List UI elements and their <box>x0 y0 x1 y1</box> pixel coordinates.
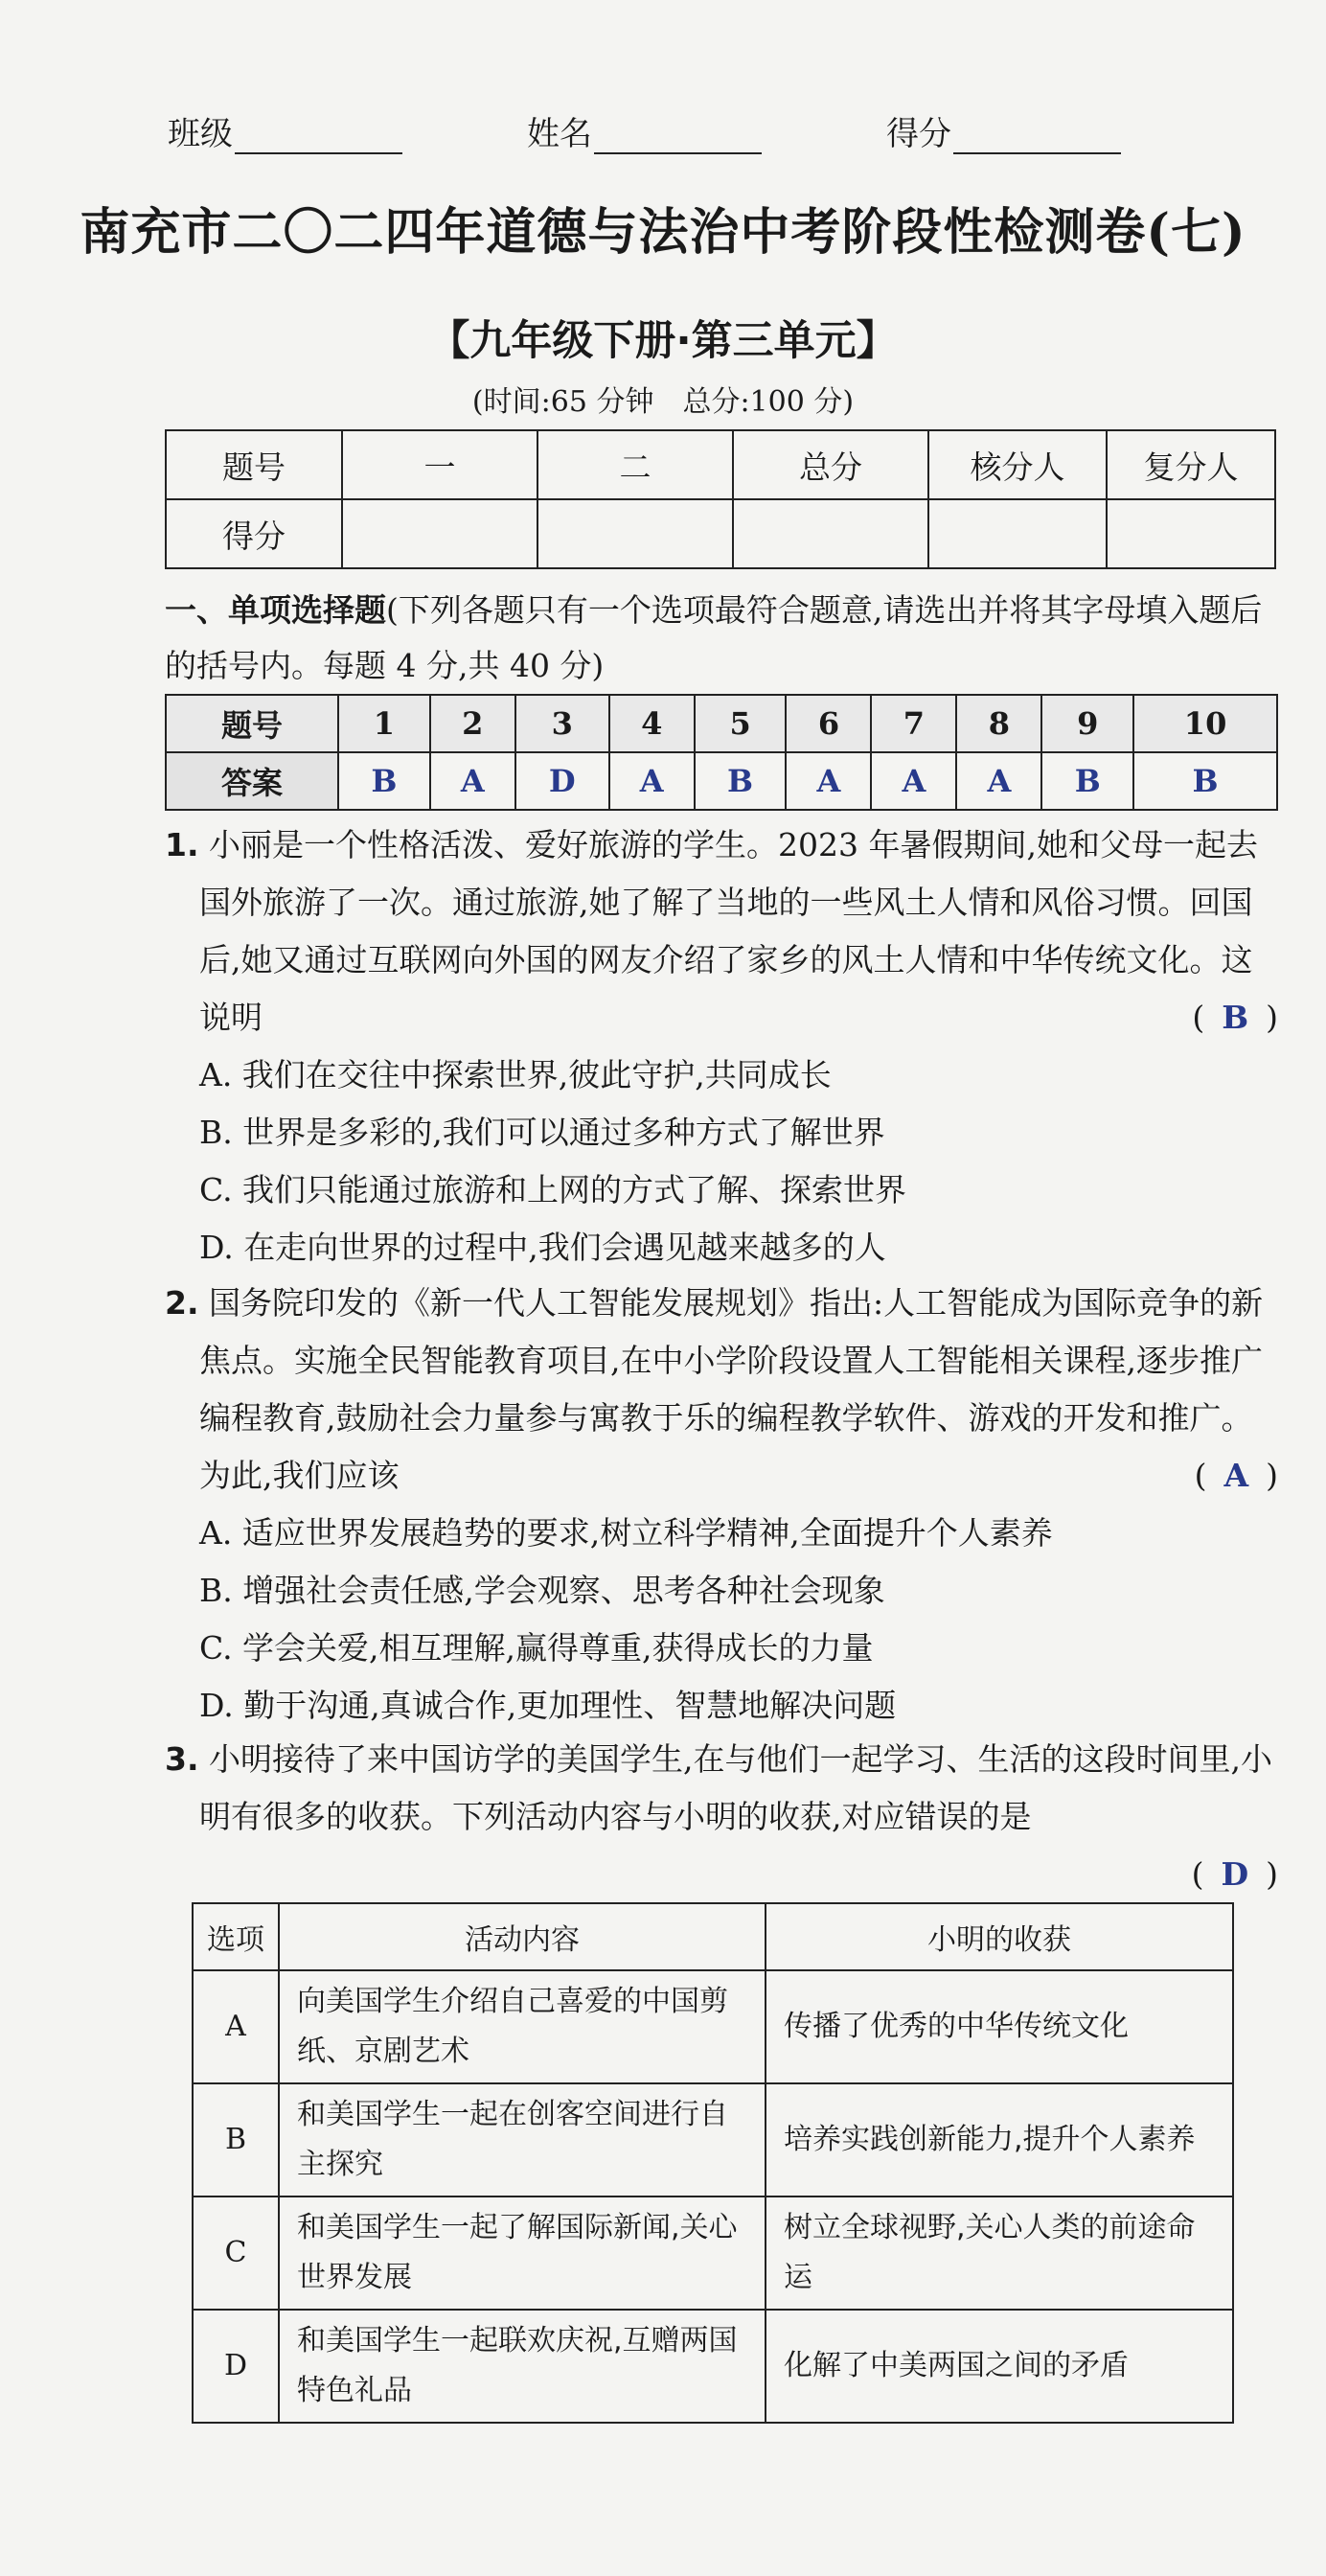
answer-bracket-row <box>165 1846 1278 1903</box>
q3-option: C <box>193 2196 279 2310</box>
score-blank[interactable] <box>953 122 1121 154</box>
score-table-cell: 复分人 <box>1107 430 1275 499</box>
q3-gain: 培养实践创新能力,提升个人素养 <box>766 2083 1233 2196</box>
q3-table-row <box>193 2083 1233 2196</box>
answer-cell[interactable]: B <box>695 752 787 810</box>
answer-cell[interactable]: A <box>871 752 956 810</box>
option-b: B. 世界是多彩的,我们可以通过多种方式了解世界 <box>199 1114 885 1151</box>
q3-activity: 向美国学生介绍自己喜爱的中国剪纸、京剧艺术 <box>279 1970 766 2083</box>
score-field <box>886 107 1121 154</box>
class-field <box>168 107 402 154</box>
section-1-heading: 一、单项选择题 <box>165 591 386 629</box>
score-input-cell[interactable] <box>928 499 1107 568</box>
option-a: A. 适应世界发展趋势的要求,树立科学精神,全面提升个人素养 <box>199 1514 1053 1552</box>
q3-header-gain: 小明的收获 <box>766 1903 1233 1970</box>
name-blank[interactable] <box>594 122 762 154</box>
answer-letter: B <box>1222 999 1249 1036</box>
score-table-header-row <box>166 430 1275 499</box>
answer-bracket[interactable]: ( B ) <box>1192 999 1278 1036</box>
answer-table-number: 2 <box>430 695 515 752</box>
q3-activity: 和美国学生一起了解国际新闻,关心世界发展 <box>279 2196 766 2310</box>
option-c: C. 学会关爱,相互理解,赢得尊重,获得成长的力量 <box>199 1629 874 1667</box>
question-stem <box>165 816 1278 1046</box>
exam-subtitle: 【九年级下册·第三单元】 <box>428 317 898 365</box>
answer-cell[interactable]: B <box>338 752 430 810</box>
score-table-cell: 二 <box>537 430 733 499</box>
q3-header-option: 选项 <box>193 1903 279 1970</box>
q3-gain: 化解了中美两国之间的矛盾 <box>766 2310 1233 2423</box>
answer-table-number: 5 <box>695 695 787 752</box>
score-input-cell[interactable] <box>342 499 537 568</box>
score-table-cell: 总分 <box>733 430 928 499</box>
q3-table-row <box>193 2310 1233 2423</box>
score-input-cell[interactable] <box>537 499 733 568</box>
option-c: C. 我们只能通过旅游和上网的方式了解、探索世界 <box>199 1171 907 1208</box>
score-input-cell[interactable] <box>1107 499 1275 568</box>
question-text: 小丽是一个性格活泼、爱好旅游的学生。2023 年暑假期间,她和父母一起去国外旅游了一次。通过旅游,她了解了当地的一些风土人情和风俗习惯。回国后,她又通过互联网向外国的网友介绍了家乡的风土人情和中华传统文化。这说明 <box>199 826 1258 1036</box>
answer-cell[interactable]: B <box>1133 752 1277 810</box>
score-table-cell: 得分 <box>166 499 342 568</box>
q3-table-row <box>193 2196 1233 2310</box>
q3-header-activity: 活动内容 <box>279 1903 766 1970</box>
name-label: 姓名 <box>527 115 592 153</box>
answer-table-number: 7 <box>871 695 956 752</box>
q3-gain: 树立全球视野,关心人类的前途命运 <box>766 2196 1233 2310</box>
question-text: 国务院印发的《新一代人工智能发展规划》指出:人工智能成为国际竞争的新焦点。实施全民智能教育项目,在中小学阶段设置人工智能相关课程,逐步推广编程教育,鼓励社会力量参与寓教于乐的编程教学软件、游戏的开发和推广。为此,我们应该 <box>199 1284 1264 1494</box>
score-table-cell: 核分人 <box>928 430 1107 499</box>
score-table-cell: 一 <box>342 430 537 499</box>
answer-letter: A <box>1223 1457 1249 1494</box>
question-3 <box>165 1731 1278 1903</box>
score-label: 得分 <box>886 115 951 153</box>
question-stem <box>165 1731 1278 1846</box>
answer-table-number: 4 <box>609 695 695 752</box>
answer-table-answer-label: 答案 <box>166 752 338 810</box>
exam-title: 南充市二〇二四年道德与法治中考阶段性检测卷(七) <box>80 203 1246 262</box>
answer-table-number: 9 <box>1041 695 1133 752</box>
class-label: 班级 <box>168 115 233 153</box>
section-1-header <box>165 583 1286 694</box>
q3-option: B <box>193 2083 279 2196</box>
name-field <box>527 107 762 154</box>
answer-table-number: 6 <box>786 695 871 752</box>
q3-option: D <box>193 2310 279 2423</box>
answer-cell[interactable]: A <box>956 752 1041 810</box>
option-d: D. 勤于沟通,真诚合作,更加理性、智慧地解决问题 <box>199 1687 897 1724</box>
answer-table-number: 8 <box>956 695 1041 752</box>
q3-activity: 和美国学生一起在创客空间进行自主探究 <box>279 2083 766 2196</box>
q3-table-row <box>193 1970 1233 2083</box>
class-blank[interactable] <box>235 122 402 154</box>
question-number: 1. <box>165 826 199 863</box>
score-input-cell[interactable] <box>733 499 928 568</box>
q3-table-header-row <box>193 1903 1233 1970</box>
answer-table-answer-row <box>166 752 1277 810</box>
answer-table-header-label: 题号 <box>166 695 338 752</box>
option-b: B. 增强社会责任感,学会观察、思考各种社会现象 <box>199 1572 885 1609</box>
answer-cell[interactable]: A <box>786 752 871 810</box>
option-a: A. 我们在交往中探索世界,彼此守护,共同成长 <box>199 1056 832 1093</box>
answer-table-number: 3 <box>515 695 609 752</box>
q3-option: A <box>193 1970 279 2083</box>
answer-table <box>165 694 1278 811</box>
answer-cell[interactable]: A <box>430 752 515 810</box>
answer-bracket[interactable]: ( A ) <box>1194 1457 1278 1494</box>
answer-bracket[interactable]: ( D ) <box>1191 1855 1278 1893</box>
question-number: 3. <box>165 1740 199 1778</box>
question-stem <box>165 1275 1278 1505</box>
option-d: D. 在走向世界的过程中,我们会遇见越来越多的人 <box>199 1229 886 1266</box>
answer-cell[interactable]: A <box>609 752 695 810</box>
q3-activity: 和美国学生一起联欢庆祝,互赠两国特色礼品 <box>279 2310 766 2423</box>
question-1 <box>165 816 1278 1276</box>
question-text: 小明接待了来中国访学的美国学生,在与他们一起学习、生活的这段时间里,小明有很多的收获。下列活动内容与小明的收获,对应错误的是 <box>199 1740 1272 1835</box>
score-table-cell: 题号 <box>166 430 342 499</box>
time-info: (时间:65 分钟 总分:100 分) <box>471 385 855 419</box>
score-table-score-row <box>166 499 1275 568</box>
answer-table-number: 1 <box>338 695 430 752</box>
score-table <box>165 429 1276 569</box>
question-2 <box>165 1275 1278 1735</box>
q3-gain: 传播了优秀的中华传统文化 <box>766 1970 1233 2083</box>
question-number: 2. <box>165 1284 199 1322</box>
answer-table-number: 10 <box>1133 695 1277 752</box>
answer-letter: D <box>1221 1855 1249 1893</box>
section-1-instruction: (下列各题只有一个选项最符合题意,请选出并将其字母填入题后的括号内。每题 4 分,共 40 分) <box>165 591 1263 684</box>
question-3-table <box>192 1902 1234 2424</box>
answer-cell[interactable]: D <box>515 752 609 810</box>
answer-cell[interactable]: B <box>1041 752 1133 810</box>
answer-table-number-row <box>166 695 1277 752</box>
